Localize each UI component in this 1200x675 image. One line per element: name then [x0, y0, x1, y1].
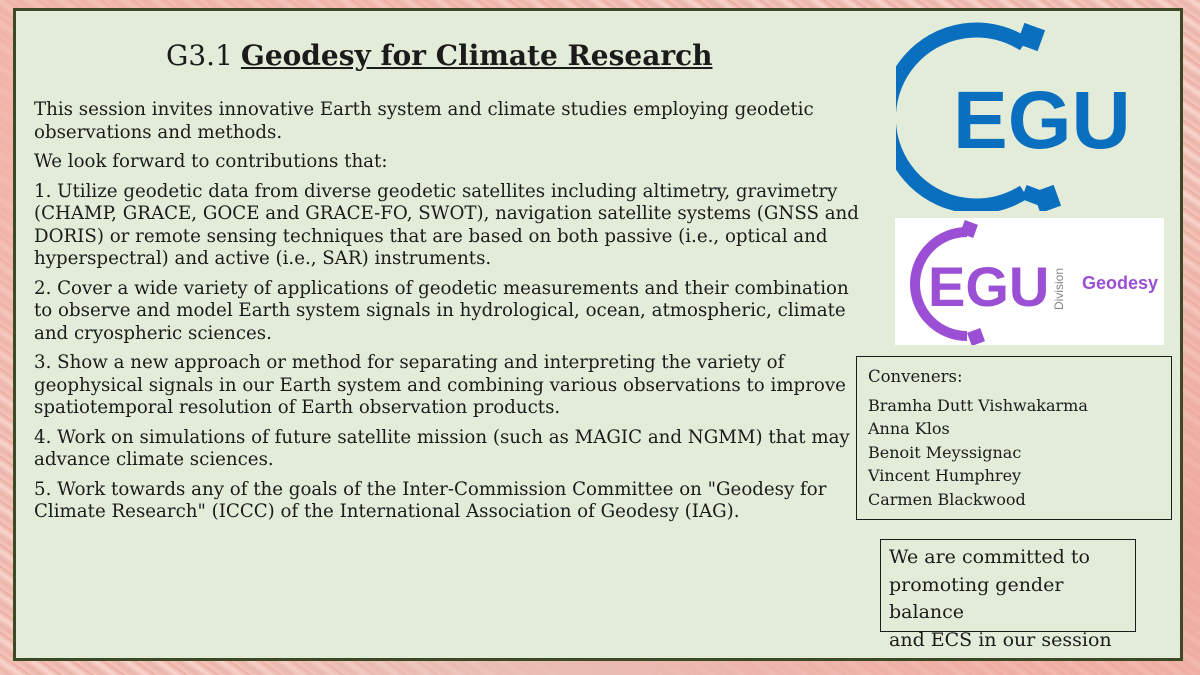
- commitment-box: [880, 539, 1136, 651]
- division-logo-text: EGU: [928, 255, 1050, 318]
- session-title: [166, 39, 713, 72]
- session-code: G3.1: [166, 39, 233, 72]
- intro-text: This session invites innovative Earth system and climate studies employing geodetic observations and methods.: [34, 99, 814, 143]
- lead-text: We look forward to contributions that:: [34, 151, 388, 172]
- session-panel: [13, 8, 1183, 661]
- division-name: Geodesy: [1082, 273, 1159, 293]
- conveners-box: [856, 356, 1172, 520]
- convener-name: Carmen Blackwood: [868, 489, 1026, 509]
- list-item: 3. Show a new approach or method for separating and interpreting the variety of geophysical signals in our Earth system and combining various observations to improve spatiotemporal resolution of Earth observation products.: [34, 352, 846, 418]
- session-description: [34, 99, 864, 531]
- egu-geodesy-division-logo-icon: [895, 218, 1164, 345]
- commitment-line: and ECS in our session: [889, 628, 1112, 651]
- list-item: 5. Work towards any of the goals of the Inter-Commission Committee on "Geodesy for Climate Research" (ICCC) of the International Association of Geodesy (IAG).: [34, 478, 827, 522]
- egu-logo-icon: [896, 16, 1156, 215]
- convener-name: Benoit Meyssignac: [868, 442, 1022, 462]
- list-item: 2. Cover a wide variety of applications of geodetic measurements and their combination to observe and model Earth system signals in hydrological, ocean, atmospheric, climate and cryospheric sciences.: [34, 277, 849, 344]
- convener-name: Vincent Humphrey: [868, 466, 1022, 485]
- convener-name: Anna Klos: [868, 419, 950, 438]
- list-item: 1. Utilize geodetic data from diverse geodetic satellites including altimetry, gravimetry (CHAMP, GRACE, GOCE and GRACE-FO, SWOT), navigation satellite systems (GNSS and DORIS) or remote sensing techniques that are based on both passive (i.e., optical and hyperspectral) and active (i.e., SAR) instruments.: [34, 180, 859, 269]
- convener-name: Bramha Dutt Vishwakarma: [868, 395, 1088, 415]
- commitment-line: promoting gender balance: [889, 573, 1064, 623]
- egu-logo-text: EGU: [953, 75, 1131, 166]
- commitment-line: We are committed to: [889, 546, 1090, 568]
- list-item: 4. Work on simulations of future satellite mission (such as MAGIC and NGMM) that may advance climate sciences.: [34, 426, 850, 470]
- session-name: Geodesy for Climate Research: [240, 39, 713, 72]
- division-label: Division: [1052, 267, 1066, 310]
- conveners-heading: Conveners:: [868, 367, 963, 386]
